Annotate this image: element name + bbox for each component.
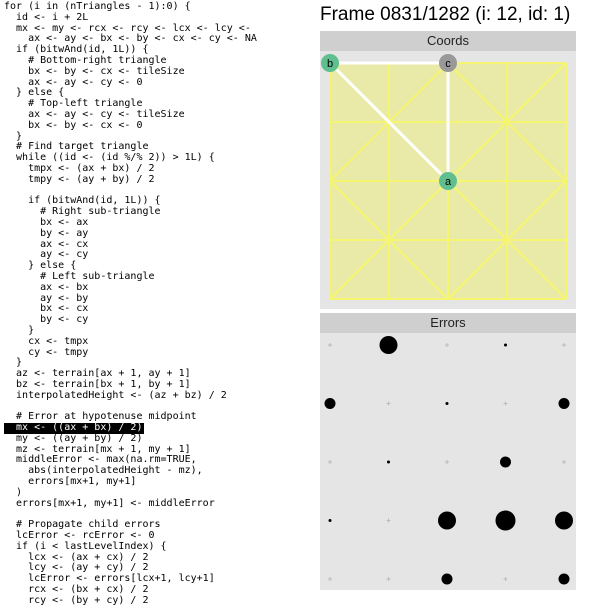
error-dot [325,398,336,409]
code-line: if (bitwAnd(id, 1L)) { [4,195,161,207]
code-line: cx <- tmpx [4,335,89,347]
code-line: bx <- cx [4,303,89,315]
code-line: } else { [4,260,77,272]
code-line: ax <- ay <- cy <- tileSize [4,108,185,120]
code-line: ax <- ay <- bx <- by <- cx <- cy <- NA [4,33,257,45]
code-line: ay <- by [4,292,89,304]
code-line: az <- terrain[ax + 1, ay + 1] [4,368,191,380]
code-line: errors[mx+1, my+1] [4,476,137,488]
coords-plot [320,51,576,309]
code-line: for (i in (nTriangles - 1):0) { [4,1,191,12]
code-line: lcError <- rcError <- 0 [4,530,155,542]
code-line: cy <- tmpy [4,346,89,358]
code-line: # Find target triangle [4,141,149,153]
code-line: bx <- by <- cx <- tileSize [4,65,185,77]
vertex-label: a [444,176,452,188]
code-line: mx <- my <- rcx <- rcy <- lcx <- lcy <- [4,22,251,34]
code-line: ax <- cx [4,238,89,250]
error-dot [559,398,570,409]
vertex-label: c [445,58,451,70]
code-line: ) [4,486,23,498]
error-dot [504,344,507,347]
code-line: } [4,357,23,369]
error-dot [387,461,390,464]
code-line: bx <- ax [4,216,89,228]
code-listing [4,1,310,606]
code-line: # Bottom-right triangle [4,54,167,66]
code-line: lcy <- (ay + cy) / 2 [4,562,149,574]
errors-panel-title: Errors [320,313,576,333]
code-line: bz <- terrain[bx + 1, by + 1] [4,378,191,390]
code-line: if (i < lastLevelIndex) { [4,540,167,552]
code-line: tmpy <- (ay + by) / 2 [4,173,155,185]
error-dot [446,402,449,405]
frame-title: Frame 0831/1282 (i: 12, id: 1) [320,4,571,25]
code-line: lcError <- errors[lcx+1, lcy+1] [4,573,215,585]
code-line: my <- ((ay + by) / 2) [4,432,143,444]
code-line: # Error at hypotenuse midpoint [4,411,197,423]
code-line: ax <- bx [4,281,89,293]
error-dot [380,336,398,354]
coords-panel-title: Coords [320,31,576,51]
code-line: by <- ay [4,227,89,239]
code-line: } else { [4,87,65,99]
code-line: rcx <- (bx + cx) / 2 [4,584,149,596]
code-line: by <- cy [4,314,89,326]
code-line: abs(interpolatedHeight - mz), [4,465,203,477]
code-line: ax <- ay <- cy <- 0 [4,76,143,88]
code-line: id <- i + 2L [4,11,89,23]
errors-panel [320,313,576,590]
code-line: middleError <- max(na.rm=TRUE, [4,454,197,466]
code-line: lcx <- (ax + cx) / 2 [4,551,149,563]
code-line-current: mx <- ((ax + bx) / 2) [4,422,143,434]
code-line: # Right sub-triangle [4,206,161,218]
error-dot [438,512,456,530]
code-line: tmpx <- (ax + bx) / 2 [4,162,155,174]
code-line: } [4,324,35,336]
vertex-label: b [326,58,334,70]
error-dot [496,511,516,531]
code-line: interpolatedHeight <- (az + bz) / 2 [4,389,227,401]
code-line: if (bitwAnd(id, 1L)) { [4,44,149,56]
code-line: bx <- by <- cx <- 0 [4,119,143,131]
code-line: # Left sub-triangle [4,270,155,282]
error-dot [329,519,332,522]
code-line: rcy <- (by + cy) / 2 [4,594,149,606]
code-line: errors[mx+1, my+1] <- middleError [4,497,215,509]
error-dot [555,512,573,530]
error-dot [442,574,453,585]
code-line: mz <- terrain[mx + 1, my + 1] [4,443,191,455]
error-dot [559,574,570,585]
code-line: ay <- cy [4,249,89,261]
code-line: # Top-left triangle [4,98,143,110]
error-dot [500,457,511,468]
code-line: # Propagate child errors [4,519,161,531]
code-line: while ((id <- (id %/% 2)) > 1L) { [4,152,215,164]
coords-panel [320,31,576,309]
errors-plot [320,333,576,590]
code-line: } [4,130,23,142]
